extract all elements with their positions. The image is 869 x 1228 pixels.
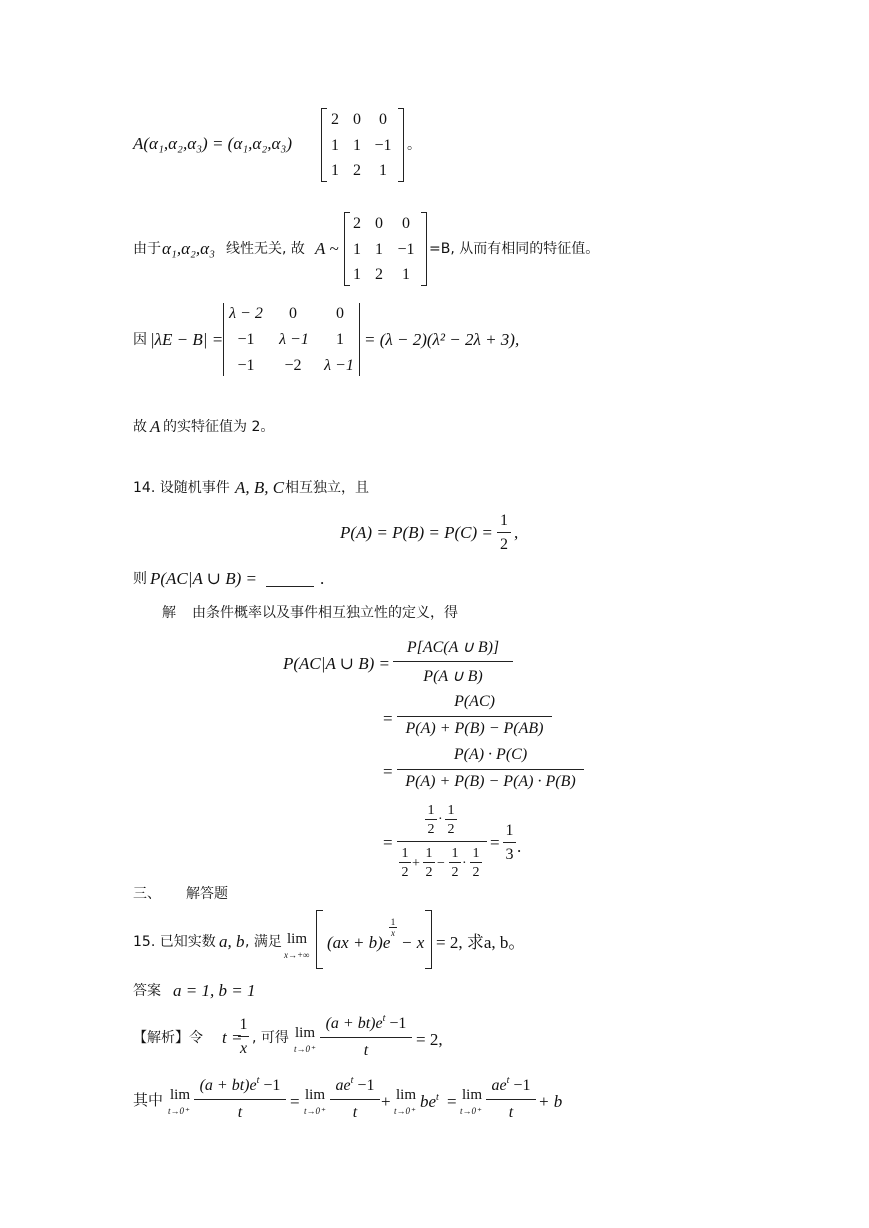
equals: =: [447, 1092, 457, 1111]
limit-fraction-num: $(a + bt)e^t -1$: [199, 1075, 281, 1094]
comma: ,: [514, 523, 519, 542]
lim: lim: [170, 1087, 191, 1103]
step1-lhs: P(AC|A ∪ B) =: [283, 654, 391, 673]
be-t: $be^t$: [420, 1092, 439, 1111]
limit-fraction: $ae^t -1$ t: [330, 1077, 380, 1121]
text: 因: [133, 332, 147, 348]
matrix-cell: 0: [336, 305, 344, 322]
equals: =: [290, 1092, 300, 1111]
equals: =: [383, 709, 393, 728]
limit-fraction-num: $(a + bt)e^t -1$: [325, 1013, 407, 1032]
fraction-one-half: 1 2: [497, 512, 511, 554]
answer-label: 答案: [133, 983, 161, 999]
lim: lim: [462, 1087, 483, 1103]
sub-var: t =: [222, 1028, 243, 1047]
matrix-cell: 1: [353, 266, 361, 283]
minus: −: [437, 856, 445, 871]
right-bracket: [425, 910, 432, 969]
equals-two: = 2,: [416, 1030, 443, 1049]
matrix-cell: 1: [331, 162, 339, 179]
limit-fraction: $(a + bt)e^t -1$ t: [320, 1015, 412, 1059]
matrix-cell: −1: [397, 241, 415, 258]
matrix-cell: −1: [374, 137, 392, 154]
half: 1 2: [470, 846, 482, 880]
equals: =: [490, 833, 500, 852]
dot: ·: [438, 812, 443, 827]
analysis-label: 【解析】令: [133, 1030, 203, 1046]
right-bracket: [398, 108, 404, 182]
matrix-cell: 1: [353, 241, 361, 258]
half: 1 2: [425, 803, 437, 837]
matrix-cell: 2: [353, 162, 361, 179]
plus: +: [412, 856, 420, 871]
left-bracket: [316, 910, 323, 969]
text: 故: [133, 419, 147, 435]
var-a: A: [150, 417, 161, 436]
matrix-cell: −1: [237, 357, 255, 374]
step2-fraction: P(AC) P(A) + P(B) − P(AB): [397, 693, 552, 741]
similar-relation: A ~: [315, 239, 339, 258]
det-rhs: = (λ − 2)(λ² − 2λ + 3),: [364, 330, 520, 349]
matrix-cell: 1: [402, 266, 410, 283]
limit-fraction-num: $ae^t -1$: [491, 1075, 531, 1094]
step1-fraction: P[AC(A ∪ B)] P(A ∪ B): [393, 637, 513, 685]
text: 其中: [133, 1091, 164, 1109]
sub-fraction: 1 x: [239, 1016, 248, 1057]
matrix-cell: −1: [237, 331, 255, 348]
solution-label: 解: [162, 605, 176, 621]
matrix-cell: 1: [353, 137, 361, 154]
half: 1 2: [399, 846, 411, 880]
limit-fraction-num: $ae^t -1$: [335, 1075, 375, 1094]
half: 1 2: [445, 803, 457, 837]
matrix-cell: 1: [336, 331, 344, 348]
period: 。: [407, 137, 421, 153]
q15-expr-tail: − x: [401, 933, 425, 952]
limit-fraction: $ae^t -1$ t: [486, 1077, 536, 1121]
period: .: [320, 569, 325, 588]
plus-b: + b: [538, 1092, 563, 1111]
q14-stem: 相互独立，且: [285, 480, 369, 496]
q14-given: P(A) = P(B) = P(C) =: [340, 523, 493, 542]
lim: lim: [287, 931, 308, 947]
text: 的实特征值为 2。: [163, 419, 275, 435]
matrix-cell: λ −1: [324, 357, 354, 374]
half: 1 2: [449, 846, 461, 880]
matrix-cell: 1: [375, 241, 383, 258]
matrix-cell: 0: [402, 215, 410, 232]
section-number: 三、: [133, 886, 161, 902]
step3-fraction: P(A) · P(C) P(A) + P(B) − P(A) · P(B): [397, 746, 584, 794]
lim: lim: [295, 1025, 316, 1041]
lim-subscript: t→0⁺: [304, 1106, 325, 1116]
period: .: [517, 837, 522, 856]
matrix-cell: 2: [375, 266, 383, 283]
lim: lim: [396, 1087, 417, 1103]
matrix-cell: 2: [353, 215, 361, 232]
matrix-cell: 1: [379, 162, 387, 179]
half: 1 2: [423, 846, 435, 880]
q15-vars: a, b: [219, 932, 245, 951]
matrix-cell: −2: [284, 357, 302, 374]
matrix-cell: 0: [375, 215, 383, 232]
q15-stem: 15. 已知实数: [133, 934, 216, 950]
matrix-cell: 2: [331, 111, 339, 128]
q14-events: A, B, C: [235, 478, 285, 497]
plus: +: [381, 1092, 391, 1111]
dot: ·: [462, 856, 467, 871]
lim-subscript: x→+∞: [284, 950, 310, 960]
matrix-cell: 0: [353, 111, 361, 128]
exponent-fraction: 1 x: [390, 917, 396, 938]
q14-stem: 14. 设随机事件: [133, 480, 230, 496]
lim-subscript: t→0⁺: [294, 1044, 315, 1054]
text: 则: [133, 571, 147, 587]
text: 线性无关, 故: [226, 241, 305, 257]
matrix-cell: λ − 2: [229, 305, 263, 322]
alphas: α₁,α₂,α₃: [162, 239, 216, 258]
lim-subscript: t→0⁺: [394, 1106, 415, 1116]
text: 由于: [133, 241, 161, 257]
answer-blank: [266, 574, 314, 587]
matrix-cell: 0: [289, 305, 297, 322]
solution-text: 由条件概率以及事件相互独立性的定义，得: [192, 605, 458, 621]
limit-fraction: $(a + bt)e^t -1$ t: [194, 1077, 286, 1121]
matrix-equation-lhs: A(α₁,α₂,α₃) = (α₁,α₂,α₃): [133, 134, 293, 153]
matrix-cell: 1: [331, 137, 339, 154]
lim: lim: [305, 1087, 326, 1103]
equals: =: [383, 833, 393, 852]
equals: =: [383, 762, 393, 781]
lim-subscript: t→0⁺: [460, 1106, 481, 1116]
q14-ask: P(AC|A ∪ B) =: [150, 569, 258, 588]
q15-stem: , 满足: [245, 934, 282, 950]
main-fraction-rule: [397, 841, 487, 842]
det-lhs: |λE − B| =: [150, 330, 224, 349]
result-fraction: 1 3: [503, 822, 516, 862]
section-title: 解答题: [186, 886, 228, 902]
text: =B, 从而有相同的特征值。: [429, 241, 600, 257]
answer-value: a = 1, b = 1: [173, 981, 256, 1000]
lim-subscript: t→0⁺: [168, 1106, 189, 1116]
q15-expr: (ax + b)e: [327, 933, 391, 952]
matrix-cell: λ −1: [279, 331, 309, 348]
right-bracket: [421, 212, 427, 286]
text: , 可得: [252, 1030, 289, 1046]
q15-rhs: = 2, 求a, b。: [436, 933, 526, 952]
matrix-cell: 0: [379, 111, 387, 128]
